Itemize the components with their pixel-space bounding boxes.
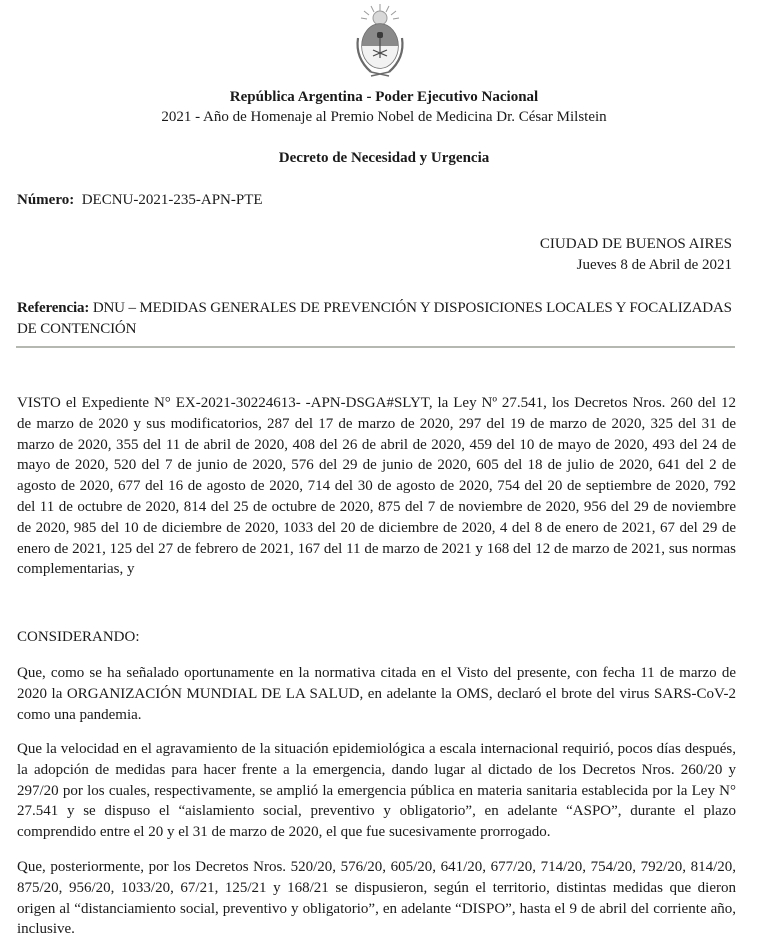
place-date-block (540, 234, 732, 276)
reference-label: Referencia: (17, 300, 90, 316)
considerando-heading: CONSIDERANDO: (17, 629, 140, 645)
date: Jueves 8 de Abril de 2021 (576, 257, 732, 273)
document-number-value: DECNU-2021-235-APN-PTE (81, 192, 263, 208)
considerando-paragraph-3: Que, posteriormente, por los Decretos Nros. 520/20, 576/20, 605/20, 641/20, 677/20, 714/20, 754/20, 792/20, 814/20, 875/20, 956/20, 1033/20, 67/21, 125/21 y 168/21 se dispusieron, según el territorio, distintas medidas que dieron origen al “distanciamiento social, preventivo y obligatorio”, en adelante “DISPO”, hasta el 9 de abril del corriente año, inclusive. (17, 859, 736, 938)
visto-paragraph: VISTO el Expediente N° EX-2021-30224613- -APN-DSGA#SLYT, la Ley Nº 27.541, los Decretos Nros. 260 del 12 de marzo de 2020 y sus modificatorios, 287 del 17 de marzo de 2020, 297 del 19 de marzo de 2020, 325 del 31 de marzo de 2020, 355 del 11 de abril de 2020, 408 del 26 de abril de 2020, 459 del 10 de mayo de 2020, 493 del 24 de mayo de 2020, 520 del 7 de junio de 2020, 576 del 29 de junio de 2020, 605 del 18 de julio de 2020, 641 del 2 de agosto de 2020, 677 del 16 de agosto de 2020, 714 del 30 de agosto de 2020, 754 del 20 de septiembre de 2020, 792 del 11 de octubre de 2020, 814 del 25 de octubre de 2020, 875 del 7 de noviembre de 2020, 956 del 29 de noviembre de 2020, 985 del 10 de diciembre de 2020, 1033 del 20 de diciembre de 2020, 4 del 8 de enero de 2021, 67 del 29 de enero de 2021, 125 del 27 de febrero de 2021, 167 del 11 de marzo de 2021 y 168 del 12 de marzo de 2021, sus normas complementarias, y (17, 395, 736, 578)
reference (17, 298, 737, 340)
considerando-paragraph-2: Que la velocidad en el agravamiento de la situación epidemiológica a escala internacional requirió, pocos días después, la adopción de medidas para hacer frente a la emergencia, dando lugar al dictado de los Decretos Nros. 260/20 y 297/20 por los cuales, respectivamente, se amplió la emergencia pública en materia sanitaria establecida por la Ley N° 27.541 y se dispuso el “aislamiento social, preventivo y obligatorio”, en adelante “ASPO”, durante el plazo comprendido entre el 20 y el 31 de marzo de 2020, el que fue sucesivamente prorrogado. (17, 741, 736, 841)
argentina-coat-of-arms-icon (349, 2, 411, 80)
institution-heading: República Argentina - Poder Ejecutivo Nacional (229, 89, 539, 105)
document-number-label: Número: (17, 192, 75, 208)
reference-value: DNU – MEDIDAS GENERALES DE PREVENCIÓN Y DISPOSICIONES LOCALES Y FOCALIZADAS DE CONTENCIÓN (17, 300, 732, 337)
year-motto: 2021 - Año de Homenaje al Premio Nobel de Medicina Dr. César Milstein (161, 109, 607, 125)
document-type-heading: Decreto de Necesidad y Urgencia (278, 150, 490, 166)
horizontal-divider (16, 346, 735, 348)
document-number (17, 191, 263, 209)
considerando-paragraph-1: Que, como se ha señalado oportunamente en la normativa citada en el Visto del presente, con fecha 11 de marzo de 2020 la ORGANIZACIÓN MUNDIAL DE LA SALUD, en adelante la OMS, declaró el brote del virus SARS-CoV-2 como una pandemia. (17, 665, 736, 723)
city: CIUDAD DE BUENOS AIRES (539, 236, 732, 252)
